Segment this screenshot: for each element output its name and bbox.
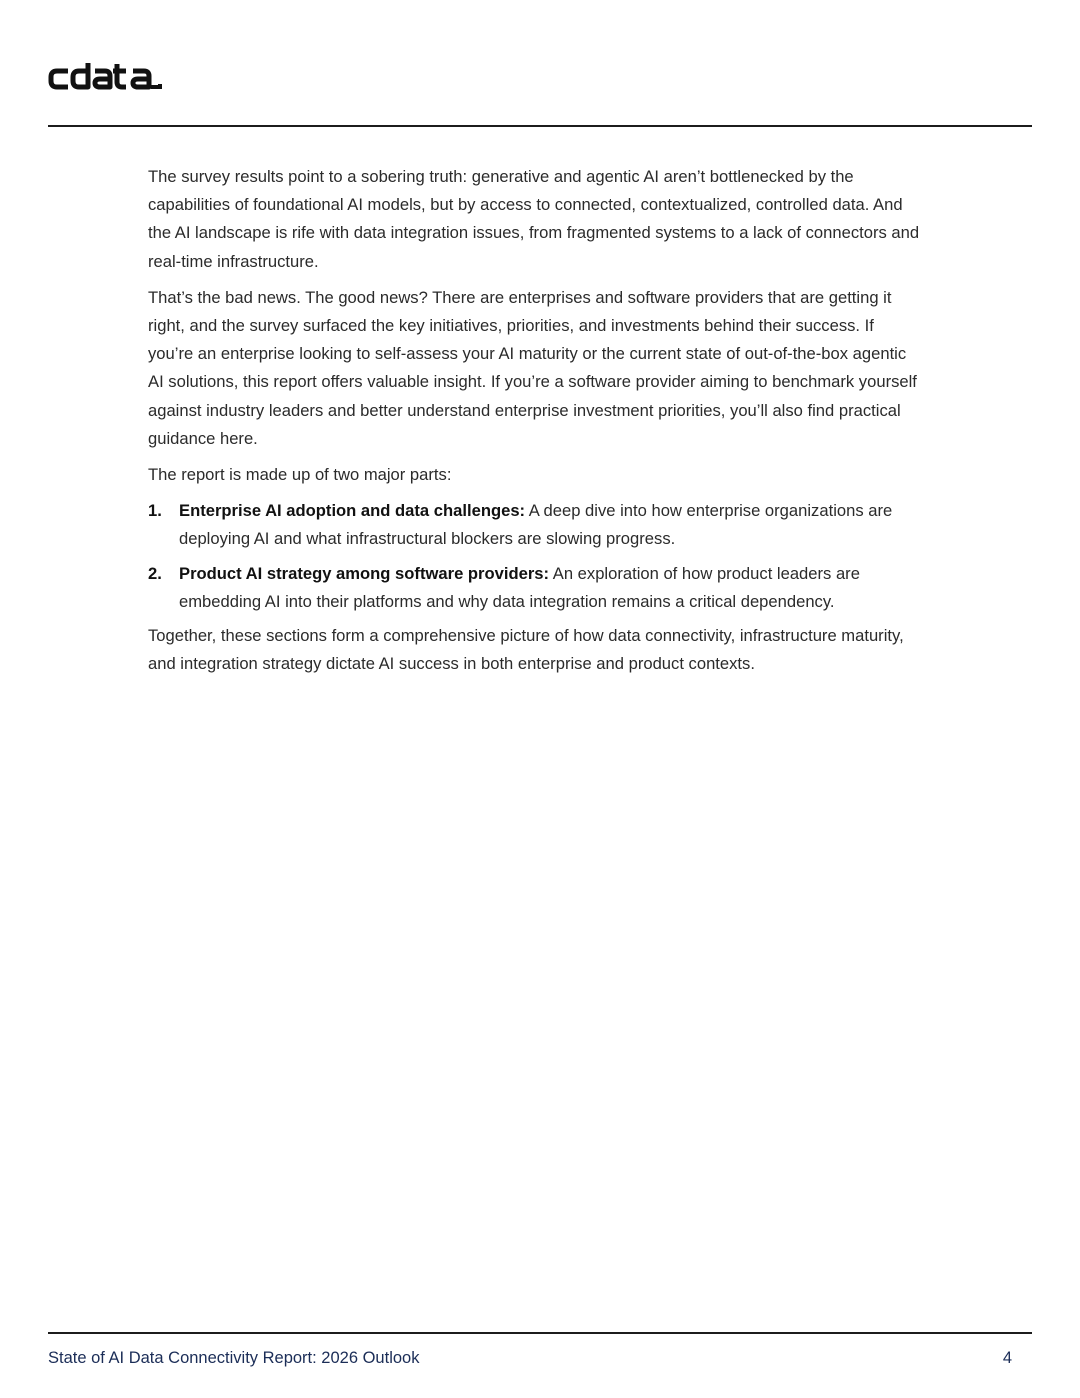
list-item-text: A deep dive into how enterprise organizations are deploying AI and what infrastructural blockers are slowing progress. bbox=[179, 501, 893, 549]
list-item bbox=[148, 560, 923, 616]
main-content bbox=[148, 163, 923, 686]
cdata-logo bbox=[48, 62, 164, 94]
report-parts-intro: The report is made up of two major parts: bbox=[148, 465, 452, 485]
intro-paragraph: The survey results point to a sobering truth: generative and agentic AI aren’t bottlenecked by the capabilities of foundational AI models, but by access to connected, contextualized, controlled data. And the AI landscape is rife with data integration issues, from fragmented systems to a lack of connectors and real-time infrastructure. bbox=[148, 167, 920, 271]
report-parts-list bbox=[148, 497, 923, 616]
list-item bbox=[148, 497, 923, 553]
header-divider bbox=[48, 125, 1032, 127]
good-news-paragraph: That’s the bad news. The good news? There are enterprises and software providers that are getting it right, and the survey surfaced the key initiatives, priorities, and investments behind their success. If you’re an enterprise looking to self-assess your AI maturity or the current state of out-of-the-box agentic AI solutions, this report offers valuable insight. If you’re a software provider aiming to benchmark yourself against industry leaders and better understand enterprise investment priorities, you’ll also find practical guidance here. bbox=[148, 287, 917, 448]
list-item-lead: Enterprise AI adoption and data challenges: bbox=[179, 501, 526, 521]
page-number: 4 bbox=[1002, 1349, 1012, 1367]
list-item-text: An exploration of how product leaders are embedding AI into their platforms and why data integration remains a critical dependency. bbox=[179, 563, 860, 611]
list-item-lead: Product AI strategy among software providers: bbox=[179, 563, 550, 583]
summary-paragraph: Together, these sections form a comprehensive picture of how data connectivity, infrastructure maturity, and integration strategy dictate AI success in both enterprise and product contexts. bbox=[148, 626, 904, 674]
footer-divider bbox=[48, 1332, 1032, 1334]
list-item-number: 1. bbox=[148, 501, 162, 521]
list-item-number: 2. bbox=[148, 563, 162, 583]
footer-report-title: State of AI Data Connectivity Report: 2026 Outlook bbox=[48, 1349, 420, 1367]
